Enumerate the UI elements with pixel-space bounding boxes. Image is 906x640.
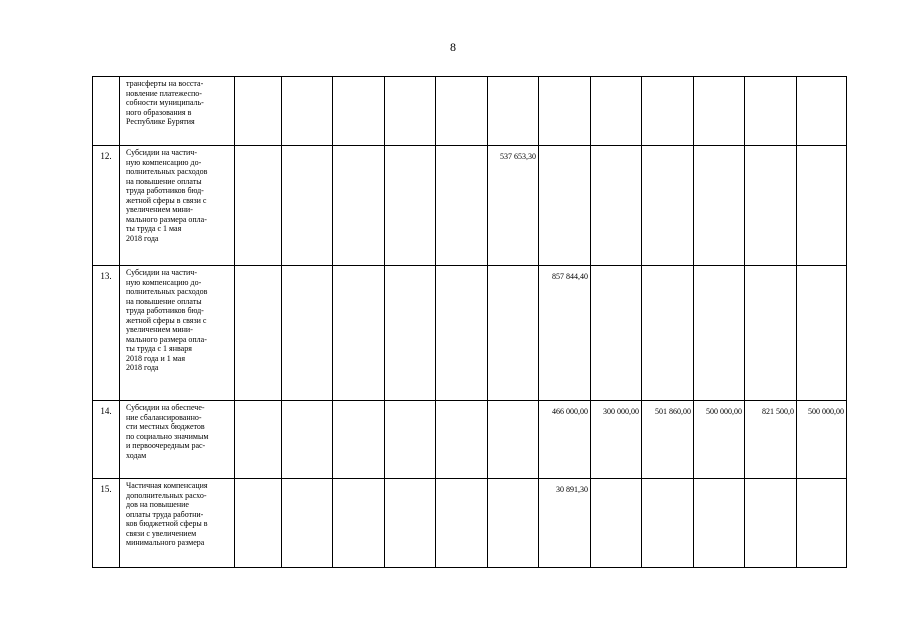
description-line: минимального размера [126, 538, 205, 547]
value-cell [694, 146, 745, 266]
description-line: Частичная компенсация [126, 481, 208, 490]
row-number: 13. [93, 266, 120, 401]
description-line: на повышение оплаты [126, 296, 202, 306]
value-cell [797, 77, 847, 146]
value-cell [235, 266, 282, 401]
value-cell [694, 479, 745, 568]
value-cell: 857 844,40 [539, 266, 591, 401]
value-cell: 300 000,00 [591, 401, 642, 479]
value-cell [488, 266, 539, 401]
value-cell [797, 266, 847, 401]
description-line: увеличением мини- [126, 205, 193, 214]
value-cell [591, 266, 642, 401]
value-cell [694, 266, 745, 401]
value-cell [385, 77, 436, 146]
value-cell [333, 479, 385, 568]
description-line: ние сбалансированно- [126, 412, 202, 422]
description-line: труда работников бюд- [126, 306, 204, 315]
description-line: по социально значимым [126, 431, 209, 441]
value-cell [282, 77, 333, 146]
description-line: трансферты на восста- [126, 79, 204, 88]
description-line: Республике Бурятия [126, 117, 195, 126]
table-row [93, 146, 847, 266]
value-cell [235, 146, 282, 266]
value-cell [282, 401, 333, 479]
row-number: 15. [93, 479, 120, 568]
row-number: 14. [93, 401, 120, 479]
value-cell [282, 266, 333, 401]
value-cell [385, 401, 436, 479]
description-line: мального размера опла- [126, 334, 207, 344]
value-cell [436, 479, 488, 568]
value-cell [385, 479, 436, 568]
value-cell [591, 77, 642, 146]
value-cell [694, 77, 745, 146]
description-line: полнительных расходов [126, 287, 208, 296]
value-cell [591, 479, 642, 568]
value-cell: 821 500,0 [745, 401, 797, 479]
description-line: ты труда с 1 января [126, 344, 192, 353]
value-cell [745, 77, 797, 146]
value-cell [642, 266, 694, 401]
value-cell [488, 77, 539, 146]
value-cell [333, 401, 385, 479]
value-cell [235, 401, 282, 479]
description-line: ную компенсацию до- [126, 157, 202, 167]
description-line: собности муниципаль- [126, 98, 204, 107]
description-line: Субсидии на частич- [126, 148, 197, 157]
value-cell [333, 266, 385, 401]
value-cell [436, 401, 488, 479]
description-line: ного образования в [126, 107, 192, 117]
row-number: 12. [93, 146, 120, 266]
row-description [120, 146, 235, 266]
description-line: 2018 года [126, 363, 159, 372]
value-cell [488, 479, 539, 568]
value-cell: 500 000,00 [797, 401, 847, 479]
description-line: увеличением мини- [126, 325, 193, 334]
value-cell [333, 77, 385, 146]
description-line: оплаты труда работни- [126, 509, 204, 519]
description-line: ков бюджетной сферы в [126, 519, 208, 528]
description-line: дов на повышение [126, 500, 189, 509]
value-cell [385, 146, 436, 266]
description-line: 2018 года [126, 233, 159, 243]
budget-table [92, 76, 847, 568]
description-line: полнительных расходов [126, 167, 208, 176]
value-cell [282, 146, 333, 266]
description-line: и первоочередным рас- [126, 441, 206, 450]
value-cell: 537 653,30 [488, 146, 539, 266]
value-cell [235, 77, 282, 146]
table-row [93, 266, 847, 401]
value-cell [797, 146, 847, 266]
table-row [93, 77, 847, 146]
value-cell [282, 479, 333, 568]
description-line: труда работников бюд- [126, 186, 204, 195]
value-cell [436, 77, 488, 146]
value-cell [436, 266, 488, 401]
page-number: 8 [450, 40, 456, 54]
value-cell [436, 146, 488, 266]
row-description [120, 479, 235, 568]
description-line: связи с увеличением [126, 528, 197, 538]
row-description [120, 77, 235, 146]
description-line: 2018 года и 1 мая [126, 353, 185, 363]
value-cell: 501 860,00 [642, 401, 694, 479]
value-cell [642, 146, 694, 266]
description-line: новление платежеспо- [126, 88, 202, 98]
value-cell: 466 000,00 [539, 401, 591, 479]
value-cell [591, 146, 642, 266]
value-cell [745, 479, 797, 568]
description-line: ты труда с 1 мая [126, 224, 182, 233]
description-line: ную компенсацию до- [126, 277, 202, 287]
row-description [120, 266, 235, 401]
description-line: сти местных бюджетов [126, 422, 205, 431]
value-cell: 30 891,30 [539, 479, 591, 568]
value-cell [797, 479, 847, 568]
table-row [93, 401, 847, 479]
description-line: ходам [126, 450, 147, 460]
description-line: мального размера опла- [126, 214, 207, 224]
value-cell [488, 401, 539, 479]
description-line: Субсидии на обеспече- [126, 403, 205, 412]
row-description [120, 401, 235, 479]
value-cell [539, 146, 591, 266]
value-cell [333, 146, 385, 266]
value-cell [642, 479, 694, 568]
description-line: на повышение оплаты [126, 176, 202, 186]
description-line: жетной сферы в связи с [126, 195, 207, 205]
value-cell [235, 479, 282, 568]
value-cell [745, 146, 797, 266]
value-cell [642, 77, 694, 146]
row-number [93, 77, 120, 146]
description-line: дополнительных расхо- [126, 490, 207, 500]
description-line: жетной сферы в связи с [126, 315, 207, 325]
value-cell [539, 77, 591, 146]
value-cell [745, 266, 797, 401]
table-row [93, 479, 847, 568]
value-cell [385, 266, 436, 401]
value-cell: 500 000,00 [694, 401, 745, 479]
description-line: Субсидии на частич- [126, 268, 197, 277]
